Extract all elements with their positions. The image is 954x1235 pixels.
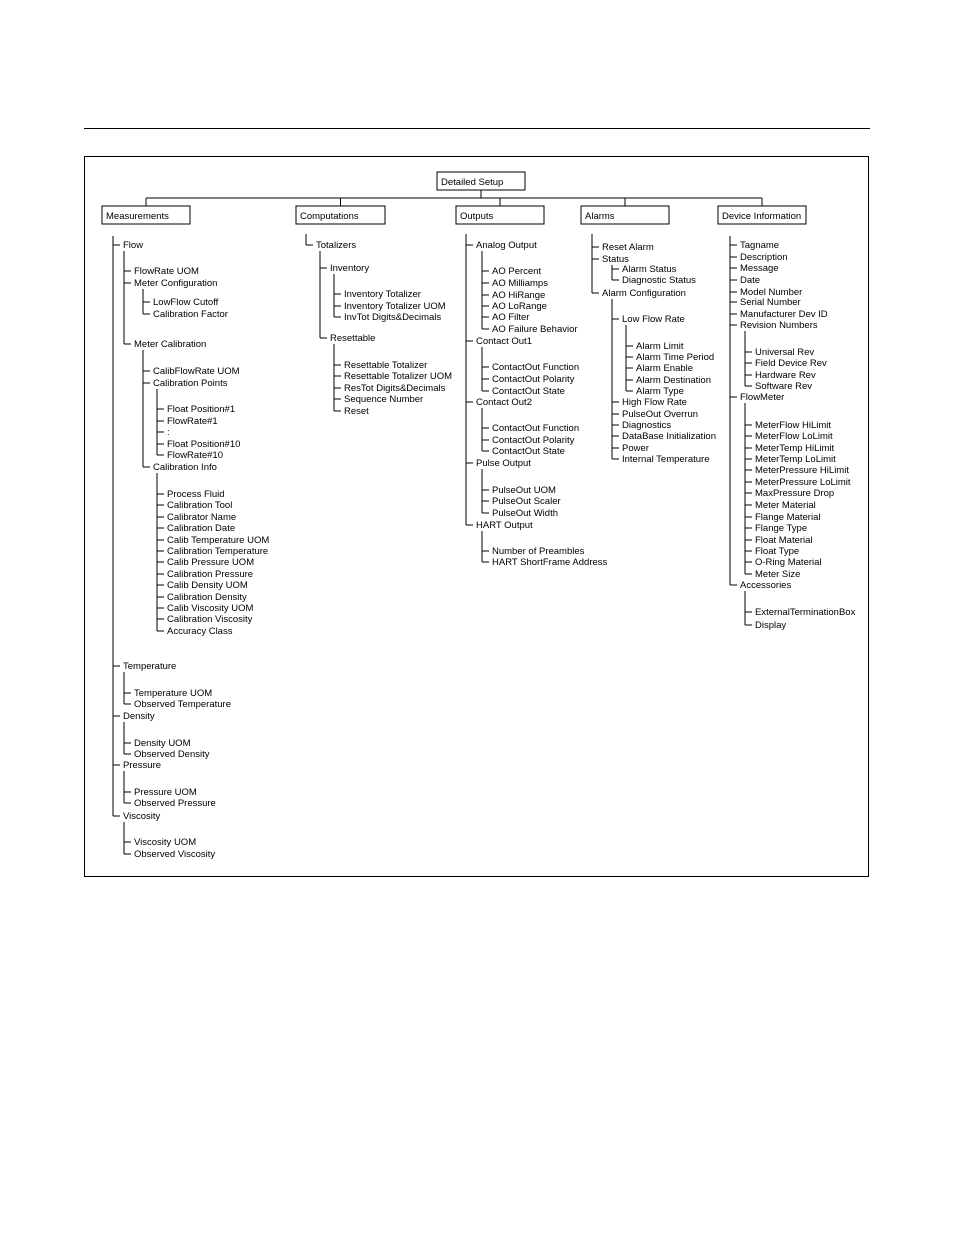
- tree-node-ao-milliamps: AO Milliamps: [492, 278, 548, 289]
- tree-node-reset: Reset: [344, 406, 369, 417]
- tree-node-maxpressure-drop: MaxPressure Drop: [755, 488, 835, 499]
- tree-node-calibration-points: Calibration Points: [153, 378, 228, 389]
- tree-node-contactout-polarity: ContactOut Polarity: [492, 374, 575, 385]
- tree-node-manufacturer-dev-id: Manufacturer Dev ID: [740, 309, 828, 320]
- tree-node-contactout-state: ContactOut State: [492, 446, 565, 457]
- tree-node-contactout-function: ContactOut Function: [492, 362, 580, 373]
- tree-node-observed-temperature: Observed Temperature: [134, 699, 231, 710]
- section-label-device-information: Device Information: [722, 211, 802, 222]
- tree-node-calibration-info: Calibration Info: [153, 462, 217, 473]
- tree-node-pulseout-overrun: PulseOut Overrun: [622, 409, 699, 420]
- tree-node-alarm-time-period: Alarm Time Period: [636, 352, 715, 363]
- tree-node-density: Density: [123, 711, 155, 722]
- tree-node-calibflowrate-uom: CalibFlowRate UOM: [153, 366, 240, 377]
- tree-node-flowrate-1: FlowRate#1: [167, 416, 218, 427]
- tree-node-contactout-state: ContactOut State: [492, 386, 565, 397]
- tree-node-temperature-uom: Temperature UOM: [134, 688, 213, 699]
- tree-node-resettable: Resettable: [330, 333, 376, 344]
- tree-node-ellipsis: :: [167, 427, 170, 438]
- tree-node-calib-pressure-uom: Calib Pressure UOM: [167, 557, 255, 568]
- tree-node-contact-out1: Contact Out1: [476, 336, 532, 347]
- tree-node-analog-output: Analog Output: [476, 240, 537, 251]
- tree-node-float-position-10: Float Position#10: [167, 439, 241, 450]
- tree-node-calibration-viscosity: Calibration Viscosity: [167, 614, 253, 625]
- tree-node-alarm-limit: Alarm Limit: [636, 341, 684, 352]
- tree-node-internal-temperature: Internal Temperature: [622, 454, 710, 465]
- tree-node-database-initialization: DataBase Initialization: [622, 431, 716, 442]
- tree-node-float-type: Float Type: [755, 546, 800, 557]
- tree-node-hart-shortframe-address: HART ShortFrame Address: [492, 557, 608, 568]
- section-label-computations: Computations: [300, 211, 359, 222]
- tree-node-alarm-destination: Alarm Destination: [636, 375, 711, 386]
- tree-node-inventory-totalizer: Inventory Totalizer: [344, 289, 421, 300]
- tree-node-ao-filter: AO Filter: [492, 312, 530, 323]
- tree-node-low-flow-rate: Low Flow Rate: [622, 314, 685, 325]
- tree-node-pressure-uom: Pressure UOM: [134, 787, 197, 798]
- tree-node-meterpressure-hilimit: MeterPressure HiLimit: [755, 465, 849, 476]
- tree-node-pressure: Pressure: [123, 760, 162, 771]
- tree-node-observed-pressure: Observed Pressure: [134, 798, 216, 809]
- tree-node-alarm-status: Alarm Status: [622, 264, 677, 275]
- tree-node-message: Message: [740, 263, 779, 274]
- tree-node-meter-configuration: Meter Configuration: [134, 278, 218, 289]
- section-label-outputs: Outputs: [460, 211, 494, 222]
- tree-node-calib-viscosity-uom: Calib Viscosity UOM: [167, 603, 254, 614]
- tree-node-flowrate-10: FlowRate#10: [167, 450, 223, 461]
- tree-node-calib-density-uom: Calib Density UOM: [167, 580, 248, 591]
- tree-node-metertemp-lolimit: MeterTemp LoLimit: [755, 454, 836, 465]
- tree-node-meterflow-lolimit: MeterFlow LoLimit: [755, 431, 833, 442]
- tree-node-density-uom: Density UOM: [134, 738, 191, 749]
- tree-node-alarm-configuration: Alarm Configuration: [602, 288, 686, 299]
- tree-node-resettable-totalizer-uom: Resettable Totalizer UOM: [344, 371, 453, 382]
- tree-node-alarm-type: Alarm Type: [636, 386, 684, 397]
- tree-node-flow: Flow: [123, 240, 144, 251]
- tree-node-viscosity: Viscosity: [123, 811, 161, 822]
- tree-node-calibration-tool: Calibration Tool: [167, 500, 233, 511]
- tree-node-totalizers: Totalizers: [316, 240, 357, 251]
- tree-node-description: Description: [740, 252, 788, 263]
- tree-node-diagnostic-status: Diagnostic Status: [622, 275, 696, 286]
- tree-node-calib-temperature-uom: Calib Temperature UOM: [167, 535, 270, 546]
- section-label-measurements: Measurements: [106, 211, 169, 222]
- tree-node-flange-type: Flange Type: [755, 523, 808, 534]
- tree-node-alarm-enable: Alarm Enable: [636, 363, 694, 374]
- tree-node-pulseout-scaler: PulseOut Scaler: [492, 496, 561, 507]
- tree-node-viscosity-uom: Viscosity UOM: [134, 837, 197, 848]
- tree-node-meter-material: Meter Material: [755, 500, 816, 511]
- tree-node-software-rev: Software Rev: [755, 381, 813, 392]
- tree-node-ao-lorange: AO LoRange: [492, 301, 547, 312]
- tree-node-flowmeter: FlowMeter: [740, 392, 785, 403]
- tree-node-pulseout-uom: PulseOut UOM: [492, 485, 556, 496]
- tree-node-calibration-temperature: Calibration Temperature: [167, 546, 269, 557]
- tree-node-tagname: Tagname: [740, 240, 780, 251]
- tree-node-flowrate-uom: FlowRate UOM: [134, 266, 199, 277]
- tree-node-calibration-date: Calibration Date: [167, 523, 236, 534]
- tree-node-meterflow-hilimit: MeterFlow HiLimit: [755, 420, 832, 431]
- tree-node-resettable-totalizer: Resettable Totalizer: [344, 360, 428, 371]
- tree-node-ao-failure-behavior: AO Failure Behavior: [492, 324, 578, 335]
- tree-node-lowflow-cutoff: LowFlow Cutoff: [153, 297, 219, 308]
- tree-node-o-ring-material: O-Ring Material: [755, 557, 822, 568]
- tree-node-diagnostics: Diagnostics: [622, 420, 672, 431]
- tree-node-contact-out2: Contact Out2: [476, 397, 532, 408]
- tree-node-hart-output: HART Output: [476, 520, 533, 531]
- tree-node-inventory-totalizer-uom: Inventory Totalizer UOM: [344, 301, 446, 312]
- tree-node-observed-density: Observed Density: [134, 749, 210, 760]
- tree-node-invtot-digits-decimals: InvTot Digits&Decimals: [344, 312, 442, 323]
- tree-node-status: Status: [602, 254, 629, 265]
- tree-node-date: Date: [740, 275, 761, 286]
- tree-node-observed-viscosity: Observed Viscosity: [134, 849, 216, 860]
- tree-node-serial-number: Serial Number: [740, 297, 801, 308]
- tree-node-meter-size: Meter Size: [755, 569, 801, 580]
- section-label-alarms: Alarms: [585, 211, 615, 222]
- tree-node-temperature: Temperature: [123, 661, 177, 672]
- tree-node-flange-material: Flange Material: [755, 512, 821, 523]
- tree-node-sequence-number: Sequence Number: [344, 394, 424, 405]
- tree-node-ao-hirange: AO HiRange: [492, 290, 546, 301]
- tree-node-power: Power: [622, 443, 649, 454]
- tree-node-hardware-rev: Hardware Rev: [755, 370, 816, 381]
- tree-node-display: Display: [755, 620, 787, 631]
- tree-node-externalterminationbox: ExternalTerminationBox: [755, 607, 856, 618]
- tree-node-process-fluid: Process Fluid: [167, 489, 225, 500]
- tree-node-accuracy-class: Accuracy Class: [167, 626, 233, 637]
- tree-node-restot-digits-decimals: ResTot Digits&Decimals: [344, 383, 446, 394]
- tree-node-model-number: Model Number: [740, 287, 803, 298]
- tree-node-inventory: Inventory: [330, 263, 370, 274]
- tree-node-number-of-preambles: Number of Preambles: [492, 546, 585, 557]
- tree-node-calibrator-name: Calibrator Name: [167, 512, 237, 523]
- tree-node-ao-percent: AO Percent: [492, 266, 542, 277]
- tree-node-high-flow-rate: High Flow Rate: [622, 397, 687, 408]
- tree-node-field-device-rev: Field Device Rev: [755, 358, 827, 369]
- tree-node-metertemp-hilimit: MeterTemp HiLimit: [755, 443, 835, 454]
- tree-node-pulse-output: Pulse Output: [476, 458, 531, 469]
- tree-node-universal-rev: Universal Rev: [755, 347, 815, 358]
- tree-node-calibration-density: Calibration Density: [167, 592, 247, 603]
- root-label: Detailed Setup: [441, 177, 504, 188]
- tree-node-float-material: Float Material: [755, 535, 813, 546]
- tree-node-contactout-polarity: ContactOut Polarity: [492, 435, 575, 446]
- tree-node-revision-numbers: Revision Numbers: [740, 320, 818, 331]
- tree-node-float-position-1: Float Position#1: [167, 404, 236, 415]
- tree-node-pulseout-width: PulseOut Width: [492, 508, 558, 519]
- tree-node-meter-calibration: Meter Calibration: [134, 339, 207, 350]
- tree-node-calibration-pressure: Calibration Pressure: [167, 569, 254, 580]
- tree-node-accessories: Accessories: [740, 580, 792, 591]
- tree-node-meterpressure-lolimit: MeterPressure LoLimit: [755, 477, 851, 488]
- tree-node-reset-alarm: Reset Alarm: [602, 242, 654, 253]
- tree-node-contactout-function: ContactOut Function: [492, 423, 580, 434]
- tree-node-calibration-factor: Calibration Factor: [153, 309, 228, 320]
